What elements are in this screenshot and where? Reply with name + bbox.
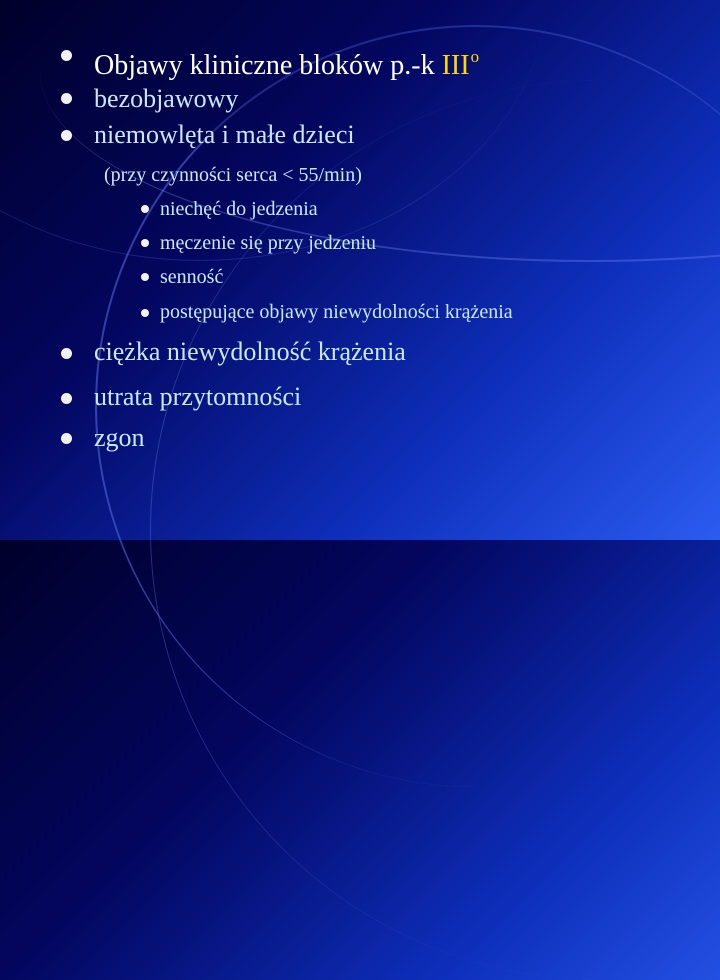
title-text: Objawy kliniczne bloków p.-k	[94, 50, 442, 81]
sub-list-item: postępujące objawy niewydolności krążenia	[160, 301, 513, 323]
sub-list-item: męczenie się przy jedzeniu	[160, 232, 376, 254]
bullet-icon	[141, 205, 149, 213]
bullet-icon	[61, 348, 72, 359]
sub-list-item: senność	[160, 266, 224, 288]
title-degree: o	[470, 47, 480, 66]
note-text: (przy czynności serca < 55/min)	[104, 164, 362, 186]
list-item: bezobjawowy	[94, 84, 239, 113]
title-roman-numeral: III	[441, 50, 470, 81]
bullet-icon	[61, 93, 72, 104]
bullet-icon	[141, 239, 149, 247]
bullet-icon	[61, 433, 72, 444]
bullet-icon	[141, 273, 149, 281]
bullet-icon	[141, 309, 149, 317]
slide-title	[94, 42, 479, 81]
list-item: ciężka niewydolność krążenia	[94, 337, 406, 366]
bullet-icon	[61, 393, 72, 404]
sub-list-item: niechęć do jedzenia	[160, 198, 318, 220]
bullet-icon	[61, 130, 72, 141]
list-item: zgon	[94, 423, 145, 452]
list-item: utrata przytomności	[94, 382, 302, 411]
list-item: niemowlęta i małe dzieci	[94, 120, 355, 149]
bullet-icon	[61, 50, 72, 61]
